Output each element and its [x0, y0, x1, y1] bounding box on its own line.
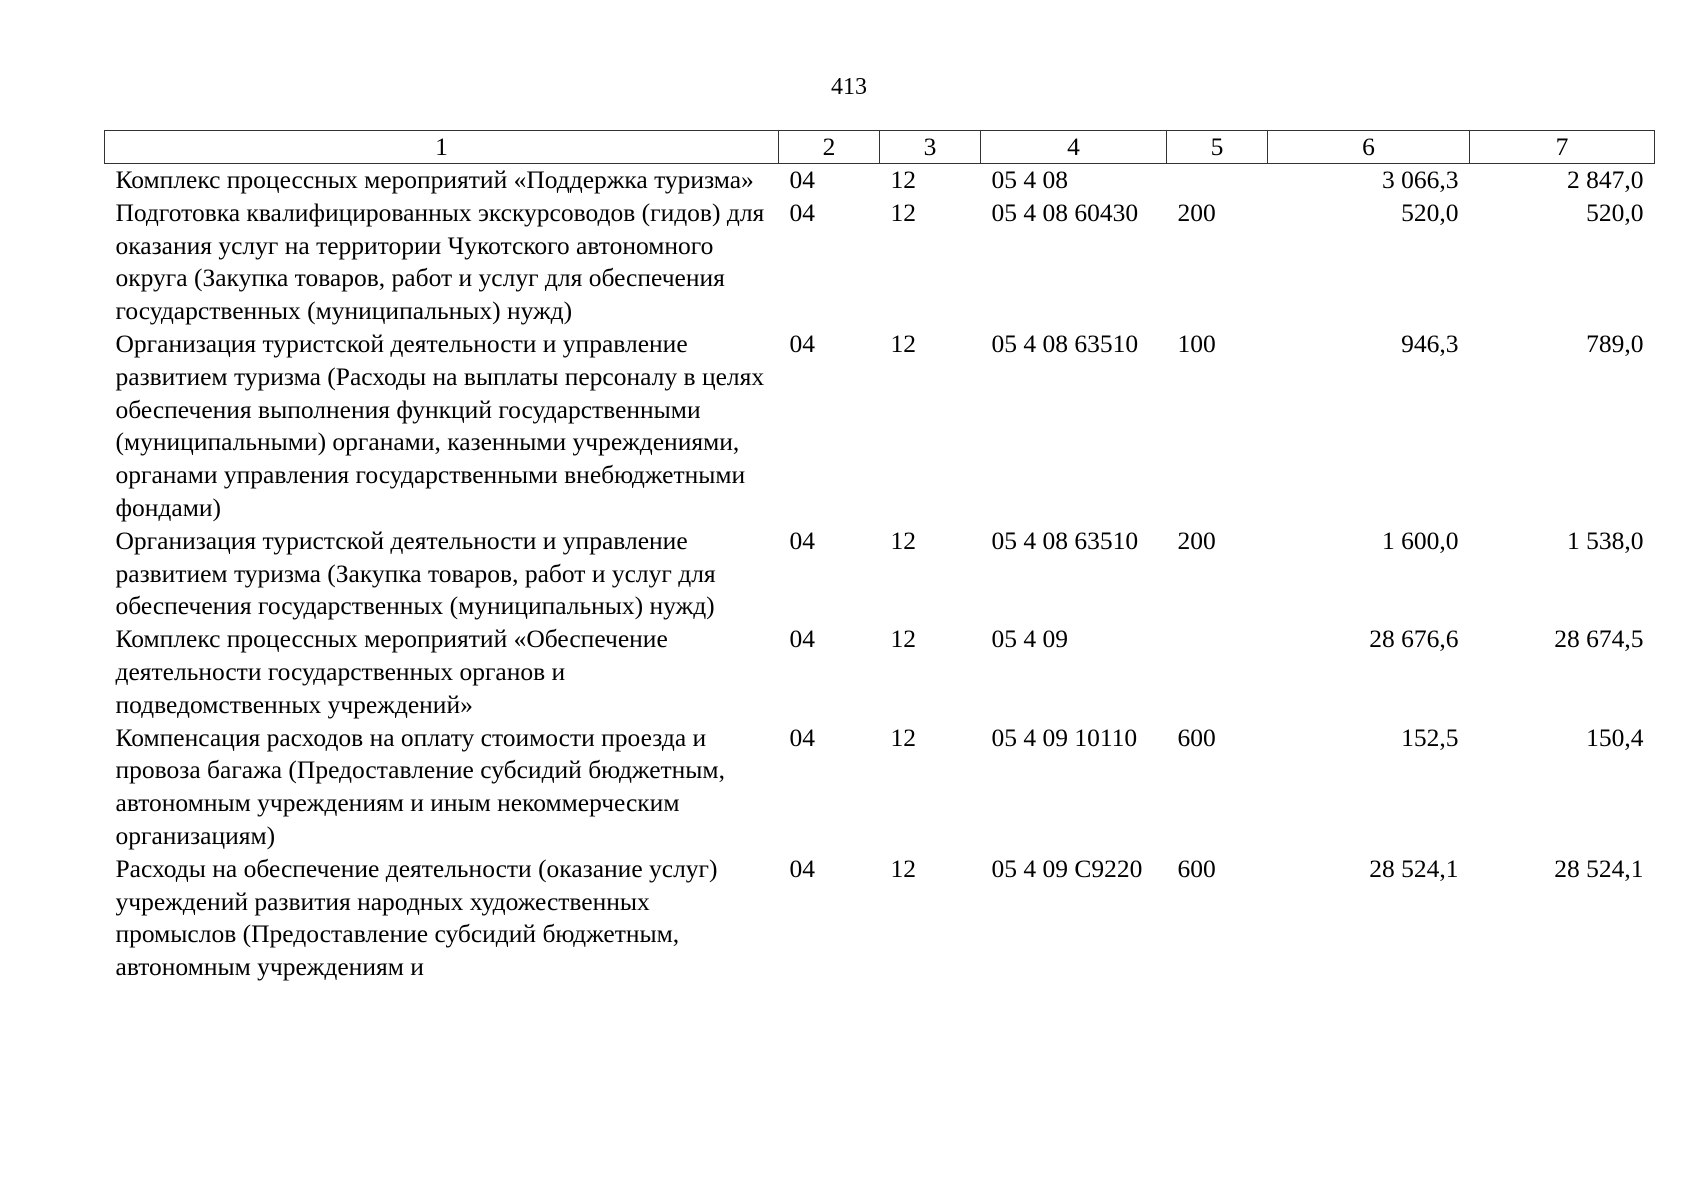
target-article-code: 05 4 09 С9220 [991, 853, 1143, 883]
table-row [105, 328, 1655, 525]
table-row [105, 853, 1655, 984]
target-article-code: 05 4 09 [991, 624, 1068, 654]
amount-column-7: 2 847,0 [1567, 165, 1644, 194]
row-description: Организация туристской деятельности и управление развитием туризма (Расходы на выплаты персоналу в целях обеспечения выполнения функций государственными (муниципальными) органами, казенными учреждениями, органами управления государственными внебюджетными фондами) [115, 328, 765, 522]
amount-column-7: 28 674,5 [1554, 624, 1644, 654]
target-article-code: 05 4 08 60430 [991, 197, 1139, 227]
amount-column-7: 1 538,0 [1567, 525, 1644, 555]
column-header: 6 [1268, 131, 1470, 164]
page-number: 413 [831, 74, 867, 100]
target-article-code: 05 4 09 10110 [991, 722, 1138, 752]
target-article-code: 05 4 08 63510 [991, 525, 1139, 555]
table-header-row [105, 131, 1655, 164]
expense-type-code [1167, 623, 1268, 721]
subsection-code: 12 [890, 328, 916, 358]
subsection-code: 12 [890, 853, 916, 883]
amount-column-6: 1 600,0 [1382, 525, 1459, 555]
column-header: 3 [880, 131, 981, 164]
column-header: 2 [779, 131, 880, 164]
amount-column-6: 152,5 [1401, 722, 1459, 752]
subsection-code: 12 [890, 722, 916, 752]
row-description: Комплекс процессных мероприятий «Поддержка туризма» [115, 165, 754, 194]
amount-column-6: 520,0 [1401, 197, 1459, 227]
column-header: 4 [981, 131, 1167, 164]
section-code: 04 [789, 197, 815, 227]
row-description: Компенсация расходов на оплату стоимости проезда и провоза багажа (Предоставление субсидий бюджетным, автономным учреждениям и иным некоммерческим организациям) [115, 722, 725, 850]
section-code: 04 [789, 853, 815, 883]
budget-table [104, 130, 1655, 984]
amount-column-7: 789,0 [1586, 328, 1644, 358]
expense-type-code: 200 [1177, 197, 1216, 227]
section-code: 04 [789, 722, 815, 752]
row-description: Комплекс процессных мероприятий «Обеспечение деятельности государственных органов и подведомственных учреждений» [115, 624, 668, 719]
expense-type-code: 600 [1177, 853, 1216, 883]
table-row [105, 164, 1655, 197]
expense-type-code: 200 [1177, 525, 1216, 555]
amount-column-6: 28 524,1 [1369, 853, 1459, 883]
expense-type-code: 600 [1177, 722, 1216, 752]
row-description: Организация туристской деятельности и управление развитием туризма (Закупка товаров, работ и услуг для обеспечения государственных (муниципальных) нужд) [115, 525, 716, 621]
section-code: 04 [789, 328, 815, 358]
amount-column-6: 28 676,6 [1369, 624, 1459, 654]
table-row [105, 197, 1655, 328]
table-row [105, 525, 1655, 623]
section-code: 04 [789, 624, 815, 654]
row-description: Расходы на обеспечение деятельности (оказание услуг) учреждений развития народных художественных промыслов (Предоставление субсидий бюджетным, автономным учреждениям и [115, 853, 718, 982]
subsection-code: 12 [890, 165, 916, 194]
column-header: 5 [1167, 131, 1268, 164]
row-description: Подготовка квалифицированных экскурсоводов (гидов) для оказания услуг на территории Чукотского автономного округа (Закупка товаров, работ и услуг для обеспечения государственных (муниципальных) нужд) [115, 197, 765, 326]
amount-column-7: 520,0 [1586, 197, 1644, 227]
amount-column-7: 28 524,1 [1554, 853, 1644, 883]
section-code: 04 [789, 165, 815, 194]
amount-column-7: 150,4 [1586, 722, 1644, 752]
amount-column-6: 3 066,3 [1382, 165, 1459, 194]
expense-type-code [1167, 164, 1268, 197]
subsection-code: 12 [890, 624, 916, 654]
subsection-code: 12 [890, 525, 916, 555]
table-row [105, 722, 1655, 853]
column-header: 1 [105, 131, 779, 164]
section-code: 04 [789, 525, 815, 555]
expense-type-code: 100 [1177, 328, 1216, 358]
amount-column-6: 946,3 [1401, 328, 1459, 358]
target-article-code: 05 4 08 [991, 165, 1068, 194]
target-article-code: 05 4 08 63510 [991, 328, 1139, 358]
subsection-code: 12 [890, 197, 916, 227]
column-header: 7 [1470, 131, 1655, 164]
table-row [105, 623, 1655, 721]
